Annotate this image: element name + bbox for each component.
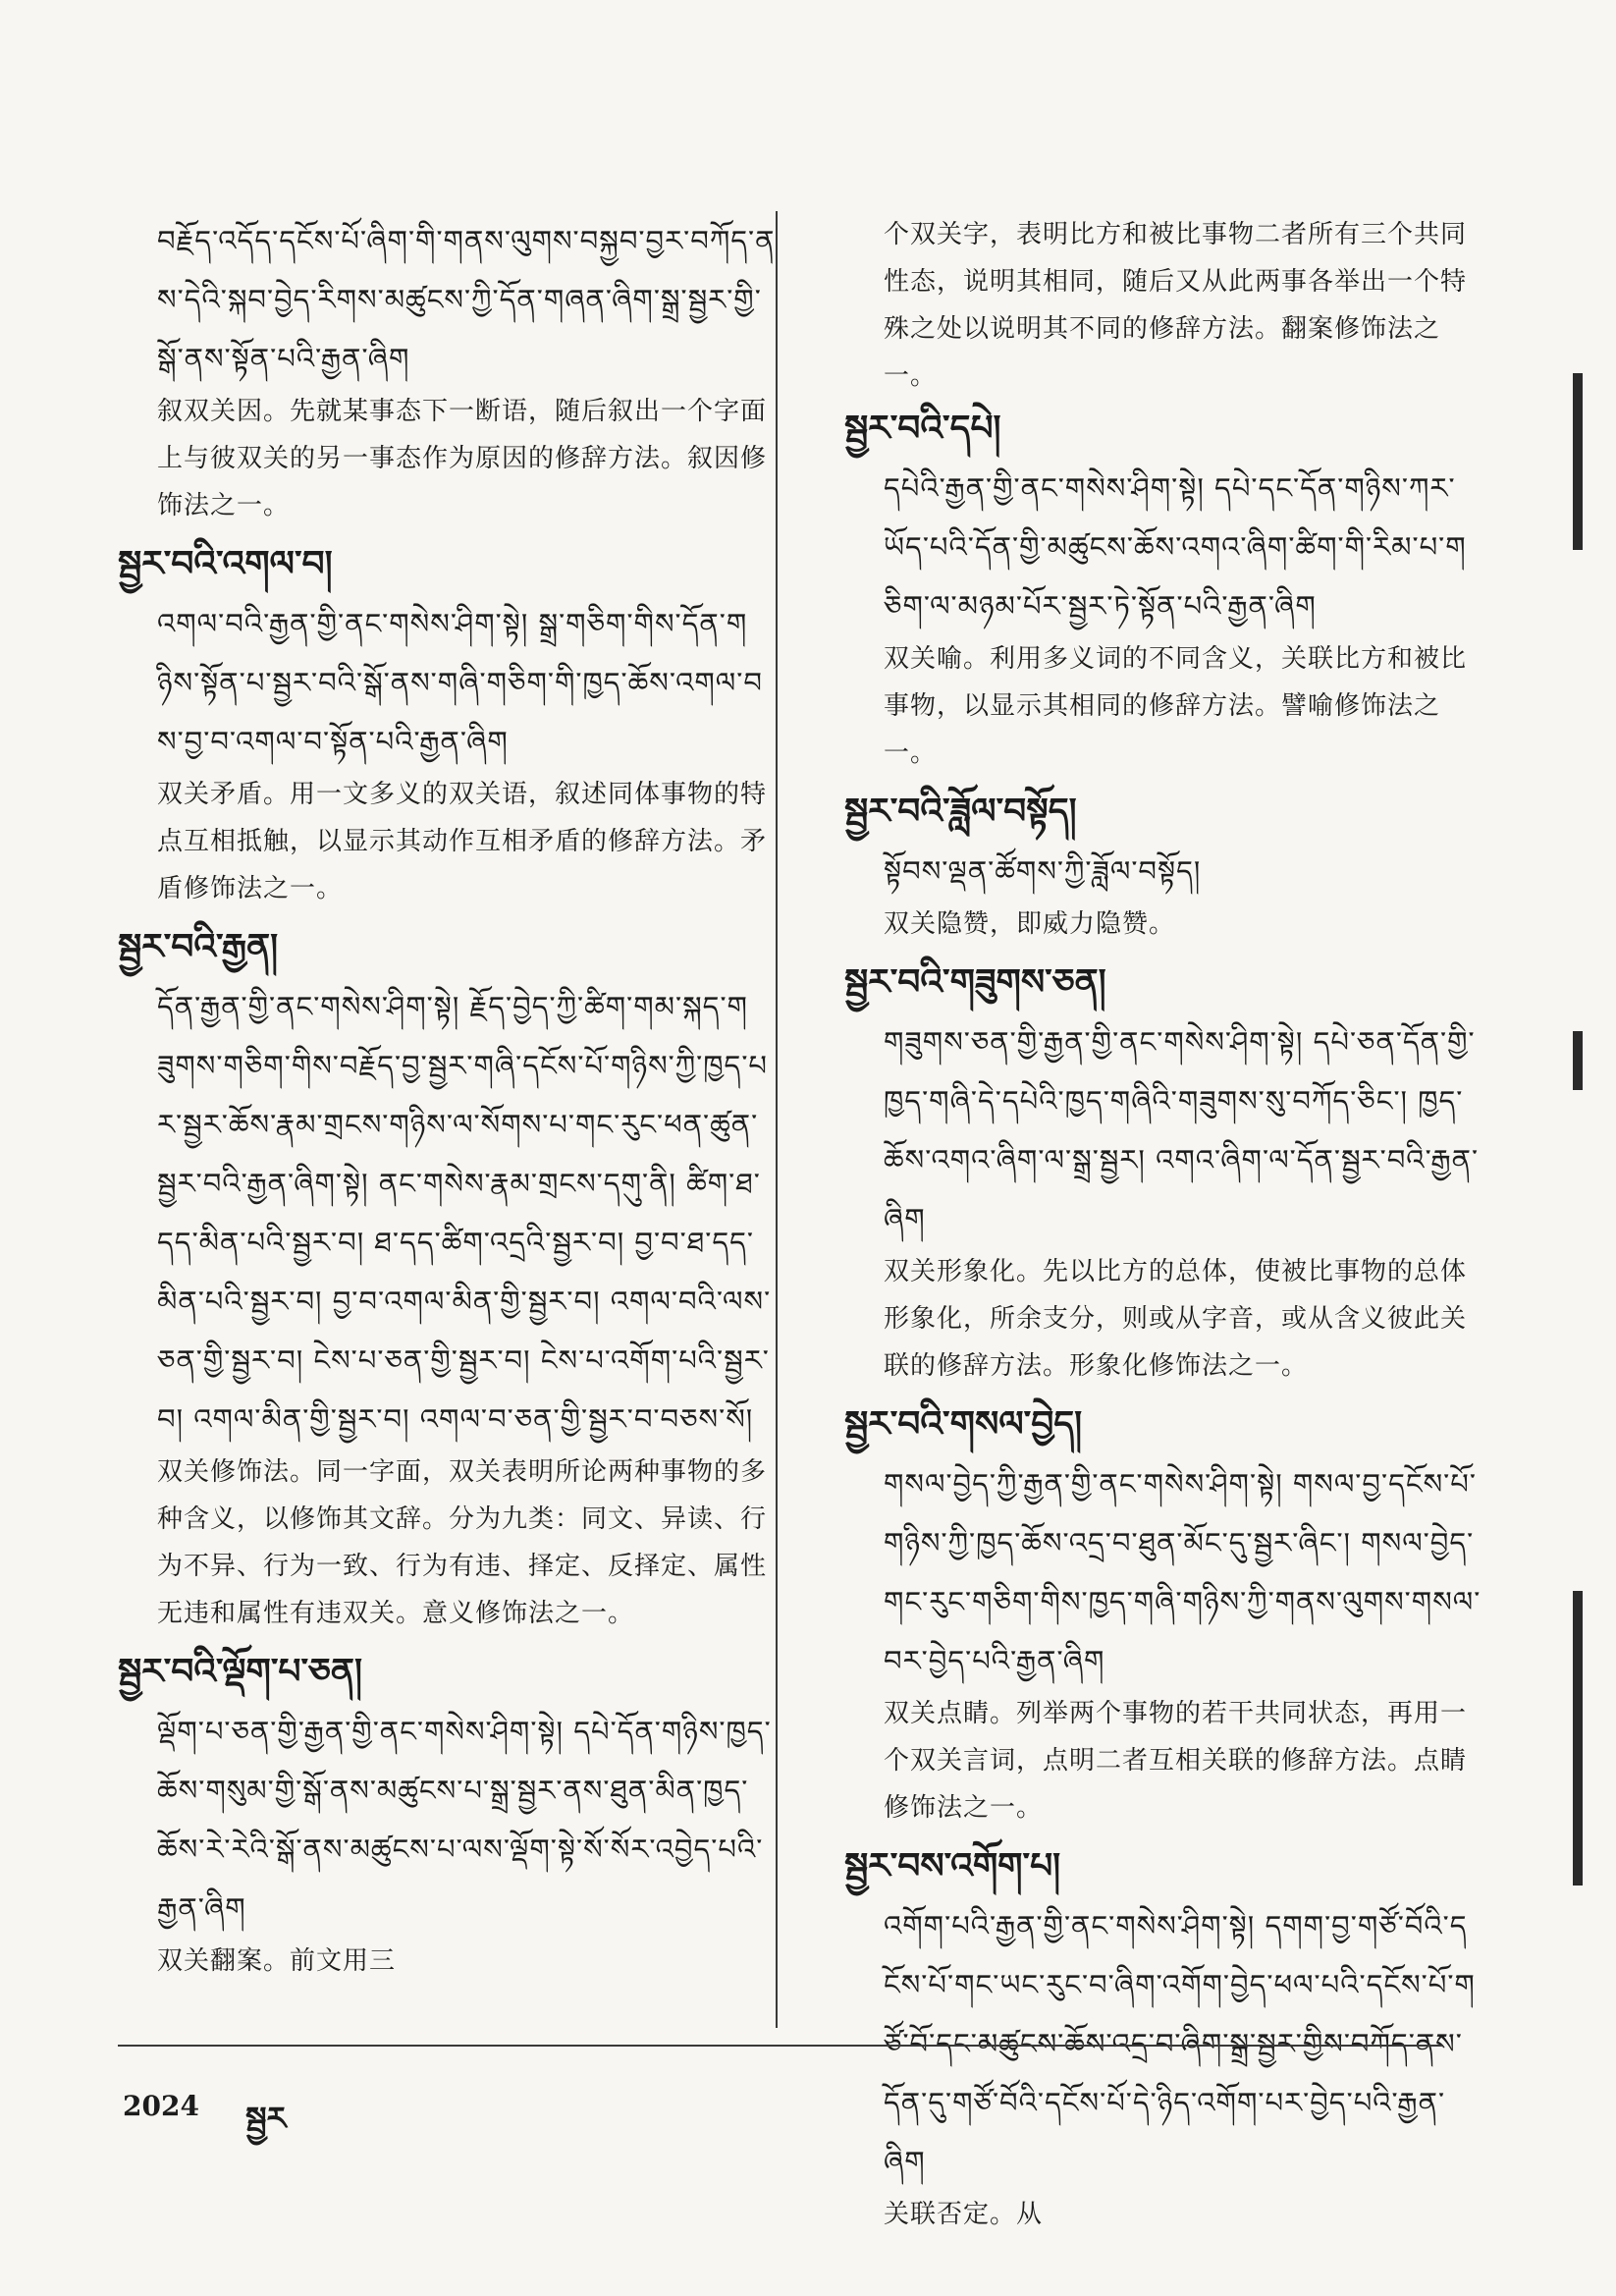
entry-chinese-definition: 双关点睛。列举两个事物的若干共同状态，再用一个双关言词，点明二者互相关联的修辞方法。点睛修饰法之一。 — [884, 1699, 1468, 1823]
scan-margin-mark — [1573, 1031, 1583, 1090]
entry — [844, 783, 1482, 948]
entry-headword: སྦྱར་བའི་འགལ་བ། — [118, 544, 333, 584]
entry-headword: སྦྱར་བའི་དཔེ། — [844, 409, 1001, 449]
entry — [118, 1643, 776, 1985]
entry-tibetan-definition: བརྗོད་འདོད་དངོས་པོ་ཞིག་གི་གནས་ལུགས་བསྐྱབ་བྱར་བཀོད་ནས་དེའི་སྐབ་བྱེད་རིགས་མཚུངས་ཀྱི་དོན་གཞན་ཞིག་སྒྲ་སྦྱར་གྱི་སྒོ་ནས་སྟོན་པའི་རྒྱན་ཞིག — [157, 224, 776, 375]
entry-continuation — [118, 211, 776, 529]
page-number: 2024 — [123, 2090, 199, 2122]
entry-chinese-definition: 双关修饰法。同一字面，双关表明所论两种事物的多种含义，以修饰其文辞。分为九类：同文、异读、行为不异、行为一致、行为有违、择定、反择定、属性无违和属性有违双关。意义修饰法之一。 — [157, 1457, 768, 1628]
entry-tibetan-definition: སྟོབས་ལྡན་ཚོགས་ཀྱི་ཟློལ་བསྟོད། — [884, 854, 1202, 888]
entry — [844, 1837, 1482, 2238]
continued-chinese-text: 个双关字，表明比方和被比事物二者所有三个共同性态，说明其相同，随后又从此两事各举出一个特殊之处以说明其不同的修辞方法。翻案修饰法之一。 — [884, 220, 1468, 391]
entry — [844, 1395, 1482, 1831]
entry-headword: སྦྱར་བས་འགོག་པ། — [844, 1846, 1061, 1886]
left-column — [118, 211, 776, 1991]
entry-tibetan-definition: དཔེའི་རྒྱན་གྱི་ནང་གསེས་ཤིག་སྟེ། དཔེ་དང་དོན་གཉིས་ཀར་ཡོད་པའི་དོན་གྱི་མཚུངས་ཆོས་འགའ་ཞིག་ཚིག་གི་རིམ་པ་གཅིག་ལ་མཉམ་པོར་སྦྱར་ཏེ་སྟོན་པའི་རྒྱན་ཞིག — [884, 471, 1467, 623]
column-divider — [776, 211, 778, 2028]
entry-chinese-definition: 关联否定。从 — [884, 2200, 1044, 2229]
entry-tibetan-definition: གཟུགས་ཅན་གྱི་རྒྱན་གྱི་ནང་གསེས་ཤིག་སྟེ། དཔེ་ཅན་དོན་གྱི་ཁྱད་གཞི་དེ་དཔེའི་ཁྱད་གཞིའི་གཟུགས་སུ་བཀོད་ཅིང་། ཁྱད་ཆོས་འགའ་ཞིག་ལ་སྒྲ་སྦྱར། འགའ་ཞིག་ལ་དོན་སྦྱར་བའི་རྒྱན་ཞིག — [884, 1025, 1480, 1235]
entry-tibetan-definition: གསལ་བྱེད་ཀྱི་རྒྱན་གྱི་ནང་གསེས་ཤིག་སྟེ། གསལ་བྱ་དངོས་པོ་གཉིས་ཀྱི་ཁྱད་ཆོས་འདྲ་བ་ཐུན་མོང་དུ་སྦྱར་ཞིང་། གསལ་བྱེད་གང་རུང་གཅིག་གིས་ཁྱད་གཞི་གཉིས་ཀྱི་གནས་ལུགས་གསལ་བར་བྱེད་པའི་རྒྱན་ཞིག — [884, 1467, 1481, 1677]
entry — [118, 918, 776, 1637]
entry — [844, 954, 1482, 1390]
entry-headword: སྦྱར་བའི་གཟུགས་ཅན། — [844, 962, 1106, 1003]
entry-chinese-definition: 叙双关因。先就某事态下一断语，随后叙出一个字面上与彼双关的另一事态作为原因的修辞方法。叙因修饰法之一。 — [157, 397, 768, 520]
entry-chinese-definition: 双关矛盾。用一文多义的双关语，叙述同体事物的特点互相抵触，以显示其动作互相矛盾的修辞方法。矛盾修饰法之一。 — [157, 780, 768, 903]
entry-chinese-definition: 双关隐赞，即威力隐赞。 — [884, 909, 1176, 939]
running-head: སྦྱར — [245, 2100, 287, 2137]
entry-tibetan-definition: འགལ་བའི་རྒྱན་གྱི་ནང་གསེས་ཤིག་སྟེ། སྒྲ་གཅིག་གིས་དོན་གཉིས་སྟོན་པ་སྦྱར་བའི་སྒོ་ནས་གཞི་གཅིག་གི་ཁྱད་ཆོས་འགལ་བས་བྱ་བ་འགལ་བ་སྟོན་པའི་རྒྱན་ཞིག — [157, 607, 763, 758]
entry — [118, 535, 776, 912]
entry-chinese-definition: 双关喻。利用多义词的不同含义，关联比方和被比事物，以显示其相同的修辞方法。譬喻修饰法之一。 — [884, 644, 1468, 768]
entry-headword: སྦྱར་བའི་ལྡོག་པ་ཅན། — [118, 1652, 362, 1692]
entry-chinese-definition: 双关形象化。先以比方的总体，使被比事物的总体形象化，所余支分，则或从字音，或从含义彼此关联的修辞方法。形象化修饰法之一。 — [884, 1257, 1468, 1381]
scan-margin-mark — [1573, 373, 1583, 550]
footer-rule — [118, 2045, 1443, 2047]
right-column — [844, 211, 1482, 2244]
scan-margin-mark — [1573, 1591, 1583, 1886]
entry-tibetan-definition: ལྡོག་པ་ཅན་གྱི་རྒྱན་གྱི་ནང་གསེས་ཤིག་སྟེ། དཔེ་དོན་གཉིས་ཁྱད་ཆོས་གསུམ་གྱི་སྒོ་ནས་མཚུངས་པ་སྒྲ་སྦྱར་ནས་ཐུན་མིན་ཁྱད་ཆོས་རེ་རེའི་སྒོ་ནས་མཚུངས་པ་ལས་ལྡོག་སྟེ་སོ་སོར་འབྱེད་པའི་རྒྱན་ཞིག — [157, 1715, 772, 1925]
entry-tibetan-definition: འགོག་པའི་རྒྱན་གྱི་ནང་གསེས་ཤིག་སྟེ། དགག་བྱ་གཙོ་བོའི་དངོས་པོ་གང་ཡང་རུང་བ་ཞིག་འགོག་བྱེད་ཕལ་པའི་དངོས་པོ་གཙོ་བོ་དང་མཚུངས་ཆོས་འདྲ་བ་ཞིག་སྒྲ་སྦྱར་གྱིས་བཀོད་ནས་དོན་དུ་གཙོ་བོའི་དངོས་པོ་དེ་ཉིད་འགོག་པར་བྱེད་པའི་རྒྱན་ཞིག — [884, 1909, 1476, 2178]
entry — [844, 400, 1482, 777]
entry-headword: སྦྱར་བའི་ཟློལ་བསྟོད། — [844, 792, 1077, 832]
entry-headword: སྦྱར་བའི་རྒྱན། — [118, 927, 279, 967]
entry-tibetan-definition: དོན་རྒྱན་གྱི་ནང་གསེས་ཤིག་སྟེ། རྗོད་བྱེད་ཀྱི་ཚིག་གམ་སྐད་གཟུགས་གཅིག་གིས་བརྗོད་བྱ་སྦྱར་གཞི་དངོས་པོ་གཉིས་ཀྱི་ཁྱད་པར་སྦྱར་ཆོས་རྣམ་གྲངས་གཉིས་ལ་སོགས་པ་གང་རུང་ཕན་ཚུན་སྦྱར་བའི་རྒྱན་ཞིག་སྟེ། ནང་གསེས་རྣམ་གྲངས་དགུ་ནི། ཚིག་ཐ་དད་མིན་པའི་སྦྱར་བ། ཐ་དད་ཚིག་འདྲའི་སྦྱར་བ། བྱ་བ་ཐ་དད་མིན་པའི་སྦྱར་བ། བྱ་བ་འགལ་མིན་གྱི་སྦྱར་བ། འགལ་བའི་ལས་ཅན་གྱི་སྦྱར་བ། ངེས་པ་ཅན་གྱི་སྦྱར་བ། ངེས་པ་འགོག་པའི་སྦྱར་བ། འགལ་མིན་གྱི་སྦྱར་བ། འགལ་བ་ཅན་གྱི་སྦྱར་བ་བཅས་སོ། — [157, 990, 772, 1436]
entry-chinese-definition: 双关翻案。前文用三 — [157, 1946, 397, 1976]
entry-headword: སྦྱར་བའི་གསལ་བྱེད། — [844, 1404, 1083, 1445]
